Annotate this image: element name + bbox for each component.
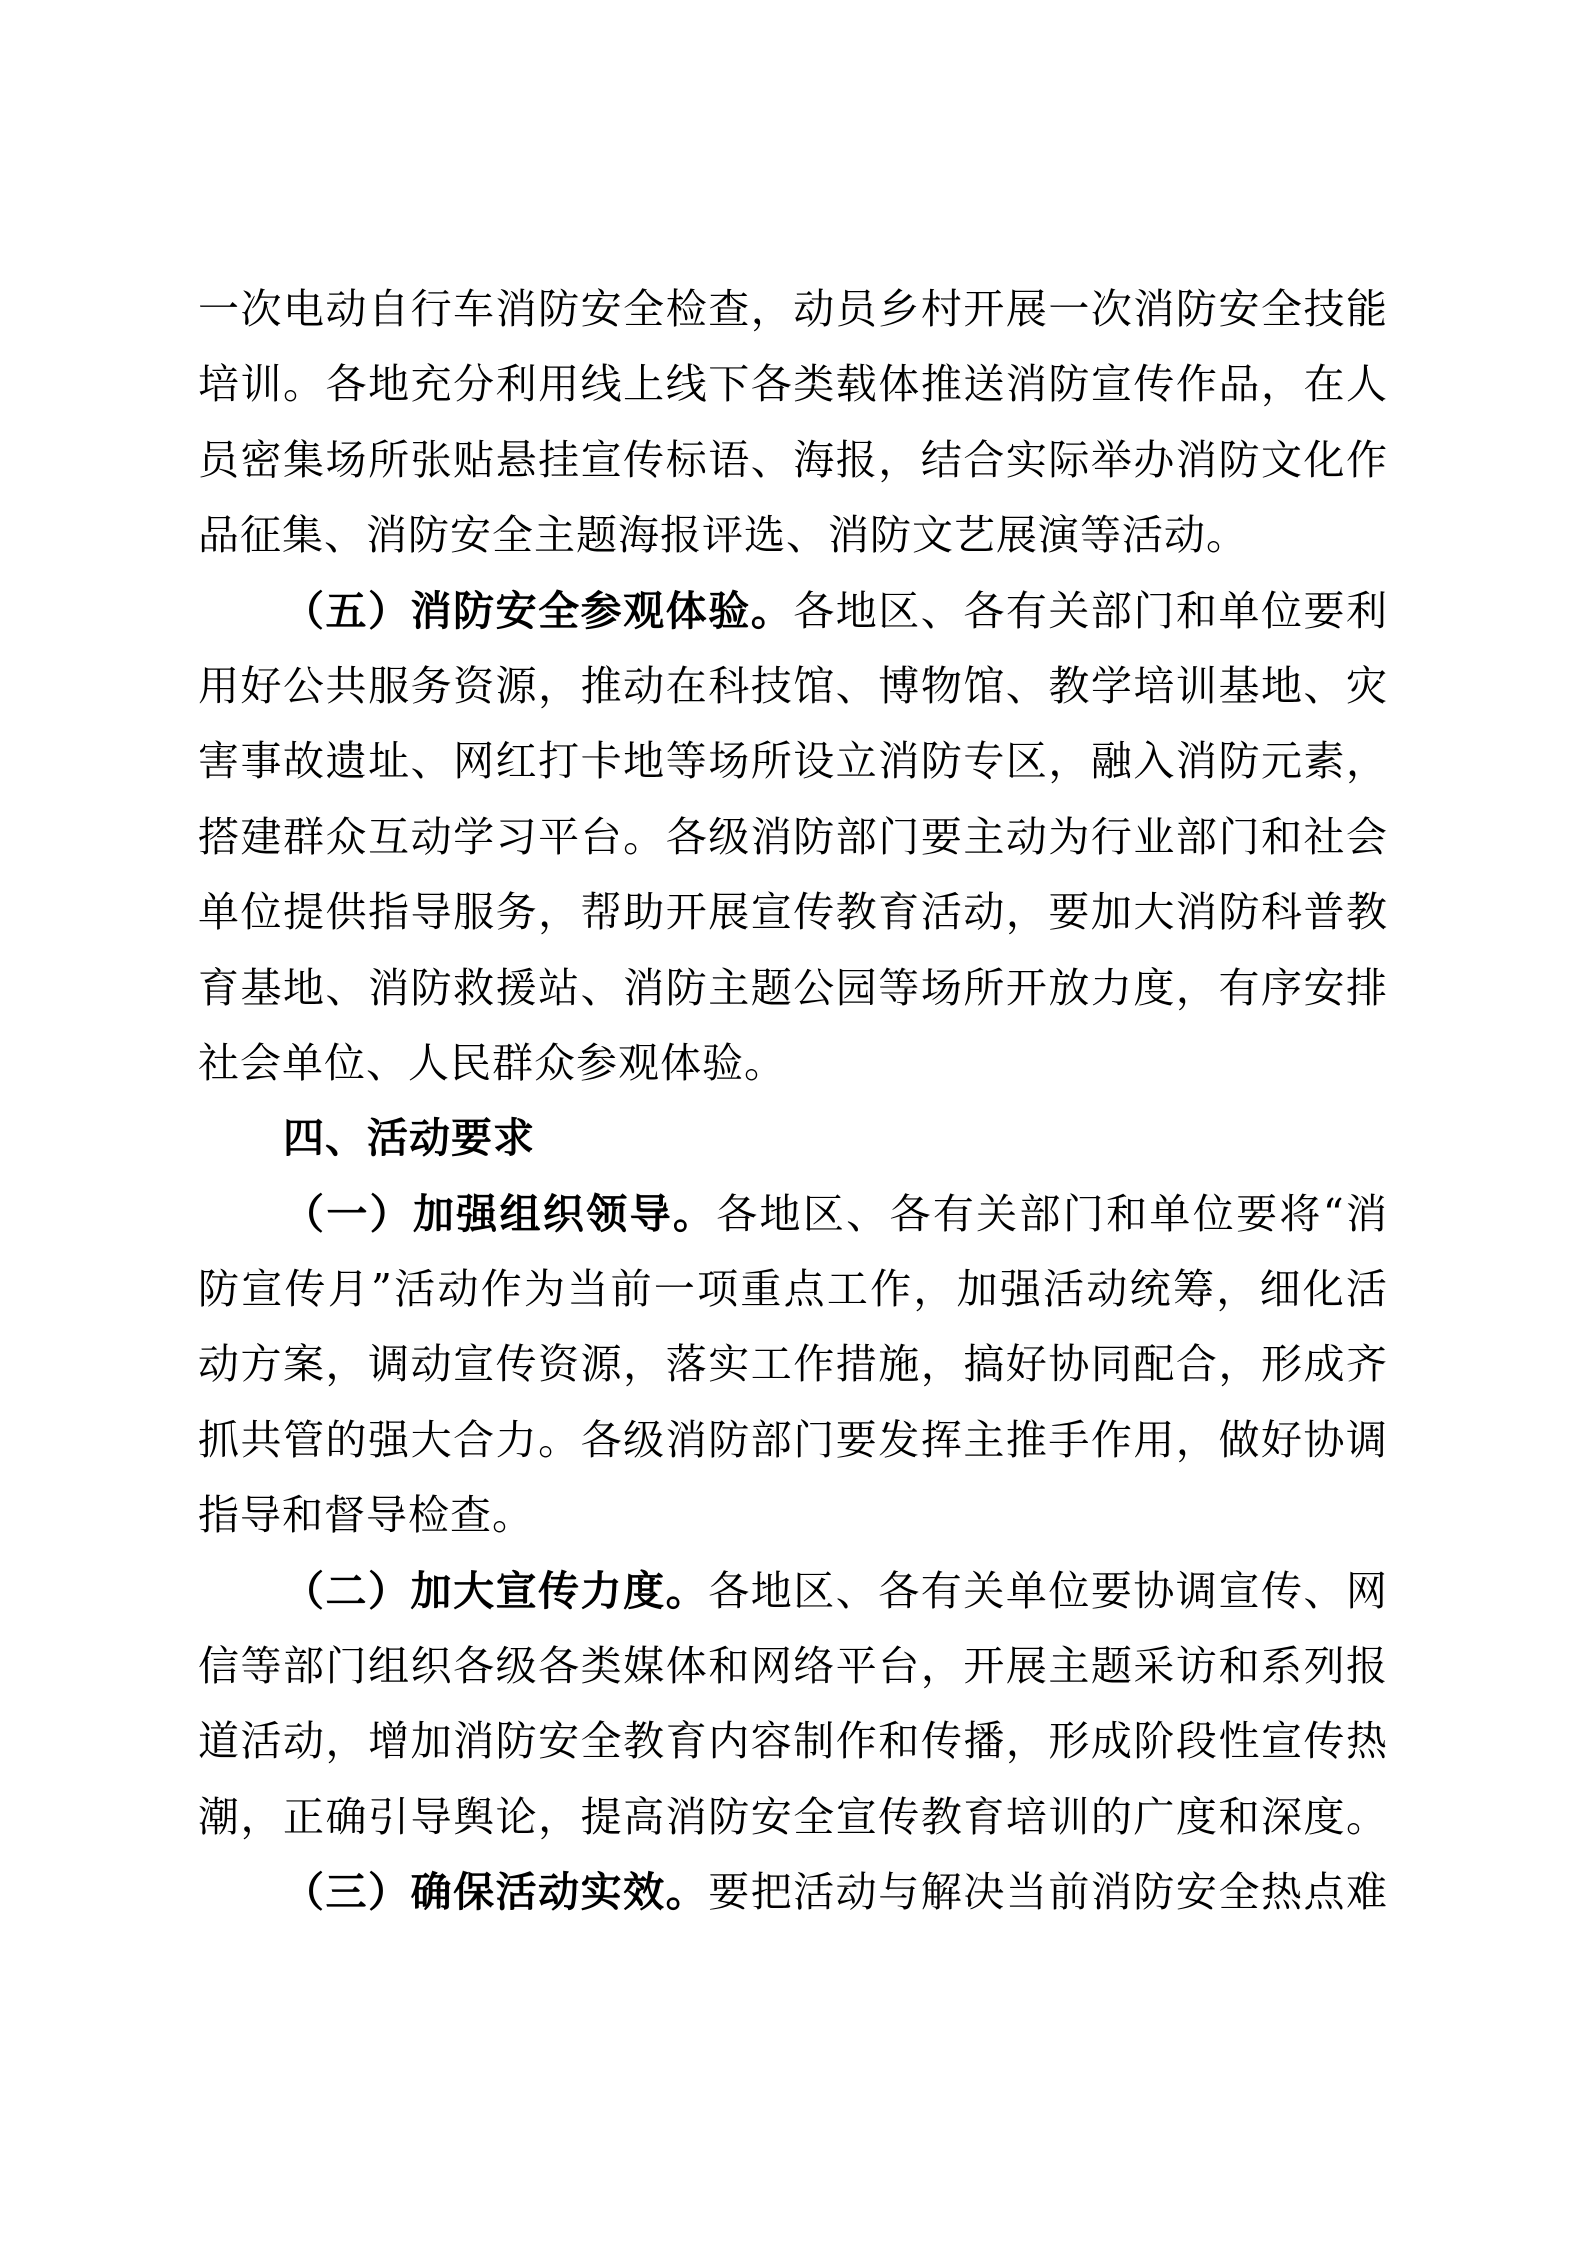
paragraph-text: 各地区、各有关部门和单位要利 bbox=[793, 586, 1388, 635]
paragraph-text: 各地区、各有关单位要协调宣传、网 bbox=[708, 1566, 1388, 1615]
paragraph-lead: （一）加强组织领导。 bbox=[283, 1189, 717, 1238]
paragraph bbox=[198, 574, 1388, 1102]
text-line: 潮，正确引导舆论，提高消防安全宣传教育培训的广度和深度。 bbox=[198, 1792, 1388, 1841]
text-line: 指导和督导检查。 bbox=[198, 1491, 534, 1540]
text-line bbox=[198, 1855, 1388, 1930]
paragraph-text: 各地区、各有关部门和单位要将“消 bbox=[716, 1189, 1388, 1238]
text-line: 育基地、消防救援站、消防主题公园等场所开放力度，有序安排 bbox=[198, 963, 1388, 1012]
text-line: 害事故遗址、网红打卡地等场所设立消防专区，融入消防元素， bbox=[198, 737, 1388, 786]
text-line: 品征集、消防安全主题海报评选、消防文艺展演等活动。 bbox=[198, 511, 1248, 560]
text-line: 单位提供指导服务，帮助开展宣传教育活动，要加大消防科普教 bbox=[198, 888, 1388, 937]
paragraph-text: 要把活动与解决当前消防安全热点难 bbox=[708, 1868, 1388, 1917]
text-line: 信等部门组织各级各类媒体和网络平台，开展主题采访和系列报 bbox=[198, 1642, 1388, 1691]
paragraph-lead: （二）加大宣传力度。 bbox=[283, 1566, 709, 1615]
paragraph bbox=[198, 1177, 1388, 1554]
text-line bbox=[198, 1554, 1388, 1629]
text-line: 培训。各地充分利用线上线下各类载体推送消防宣传作品，在人 bbox=[198, 360, 1388, 409]
text-line: 社会单位、人民群众参观体验。 bbox=[198, 1038, 786, 1087]
paragraph bbox=[198, 1855, 1388, 1930]
text-line: 抓共管的强大合力。各级消防部门要发挥主推手作用，做好协调 bbox=[198, 1415, 1388, 1464]
paragraph bbox=[198, 1554, 1388, 1856]
text-line bbox=[198, 574, 1388, 649]
text-line: 用好公共服务资源，推动在科技馆、博物馆、教学培训基地、灾 bbox=[198, 661, 1388, 710]
text-line: 防宣传月”活动作为当前一项重点工作，加强活动统筹，细化活 bbox=[198, 1265, 1388, 1314]
paragraph bbox=[198, 272, 1388, 574]
section-heading: 四、活动要求 bbox=[283, 1114, 535, 1163]
paragraph-lead: （五）消防安全参观体验。 bbox=[283, 586, 794, 635]
document-body bbox=[198, 272, 1388, 1931]
text-line: 道活动，增加消防安全教育内容制作和传播，形成阶段性宣传热 bbox=[198, 1717, 1388, 1766]
paragraph-lead: （三）确保活动实效。 bbox=[283, 1868, 709, 1917]
text-line: 员密集场所张贴悬挂宣传标语、海报，结合实际举办消防文化作 bbox=[198, 435, 1388, 484]
text-line: 搭建群众互动学习平台。各级消防部门要主动为行业部门和社会 bbox=[198, 812, 1388, 861]
text-line bbox=[198, 1177, 1388, 1252]
text-line: 一次电动自行车消防安全检查，动员乡村开展一次消防安全技能 bbox=[198, 285, 1388, 333]
text-line: 动方案，调动宣传资源，落实工作措施，搞好协同配合，形成齐 bbox=[198, 1340, 1388, 1389]
